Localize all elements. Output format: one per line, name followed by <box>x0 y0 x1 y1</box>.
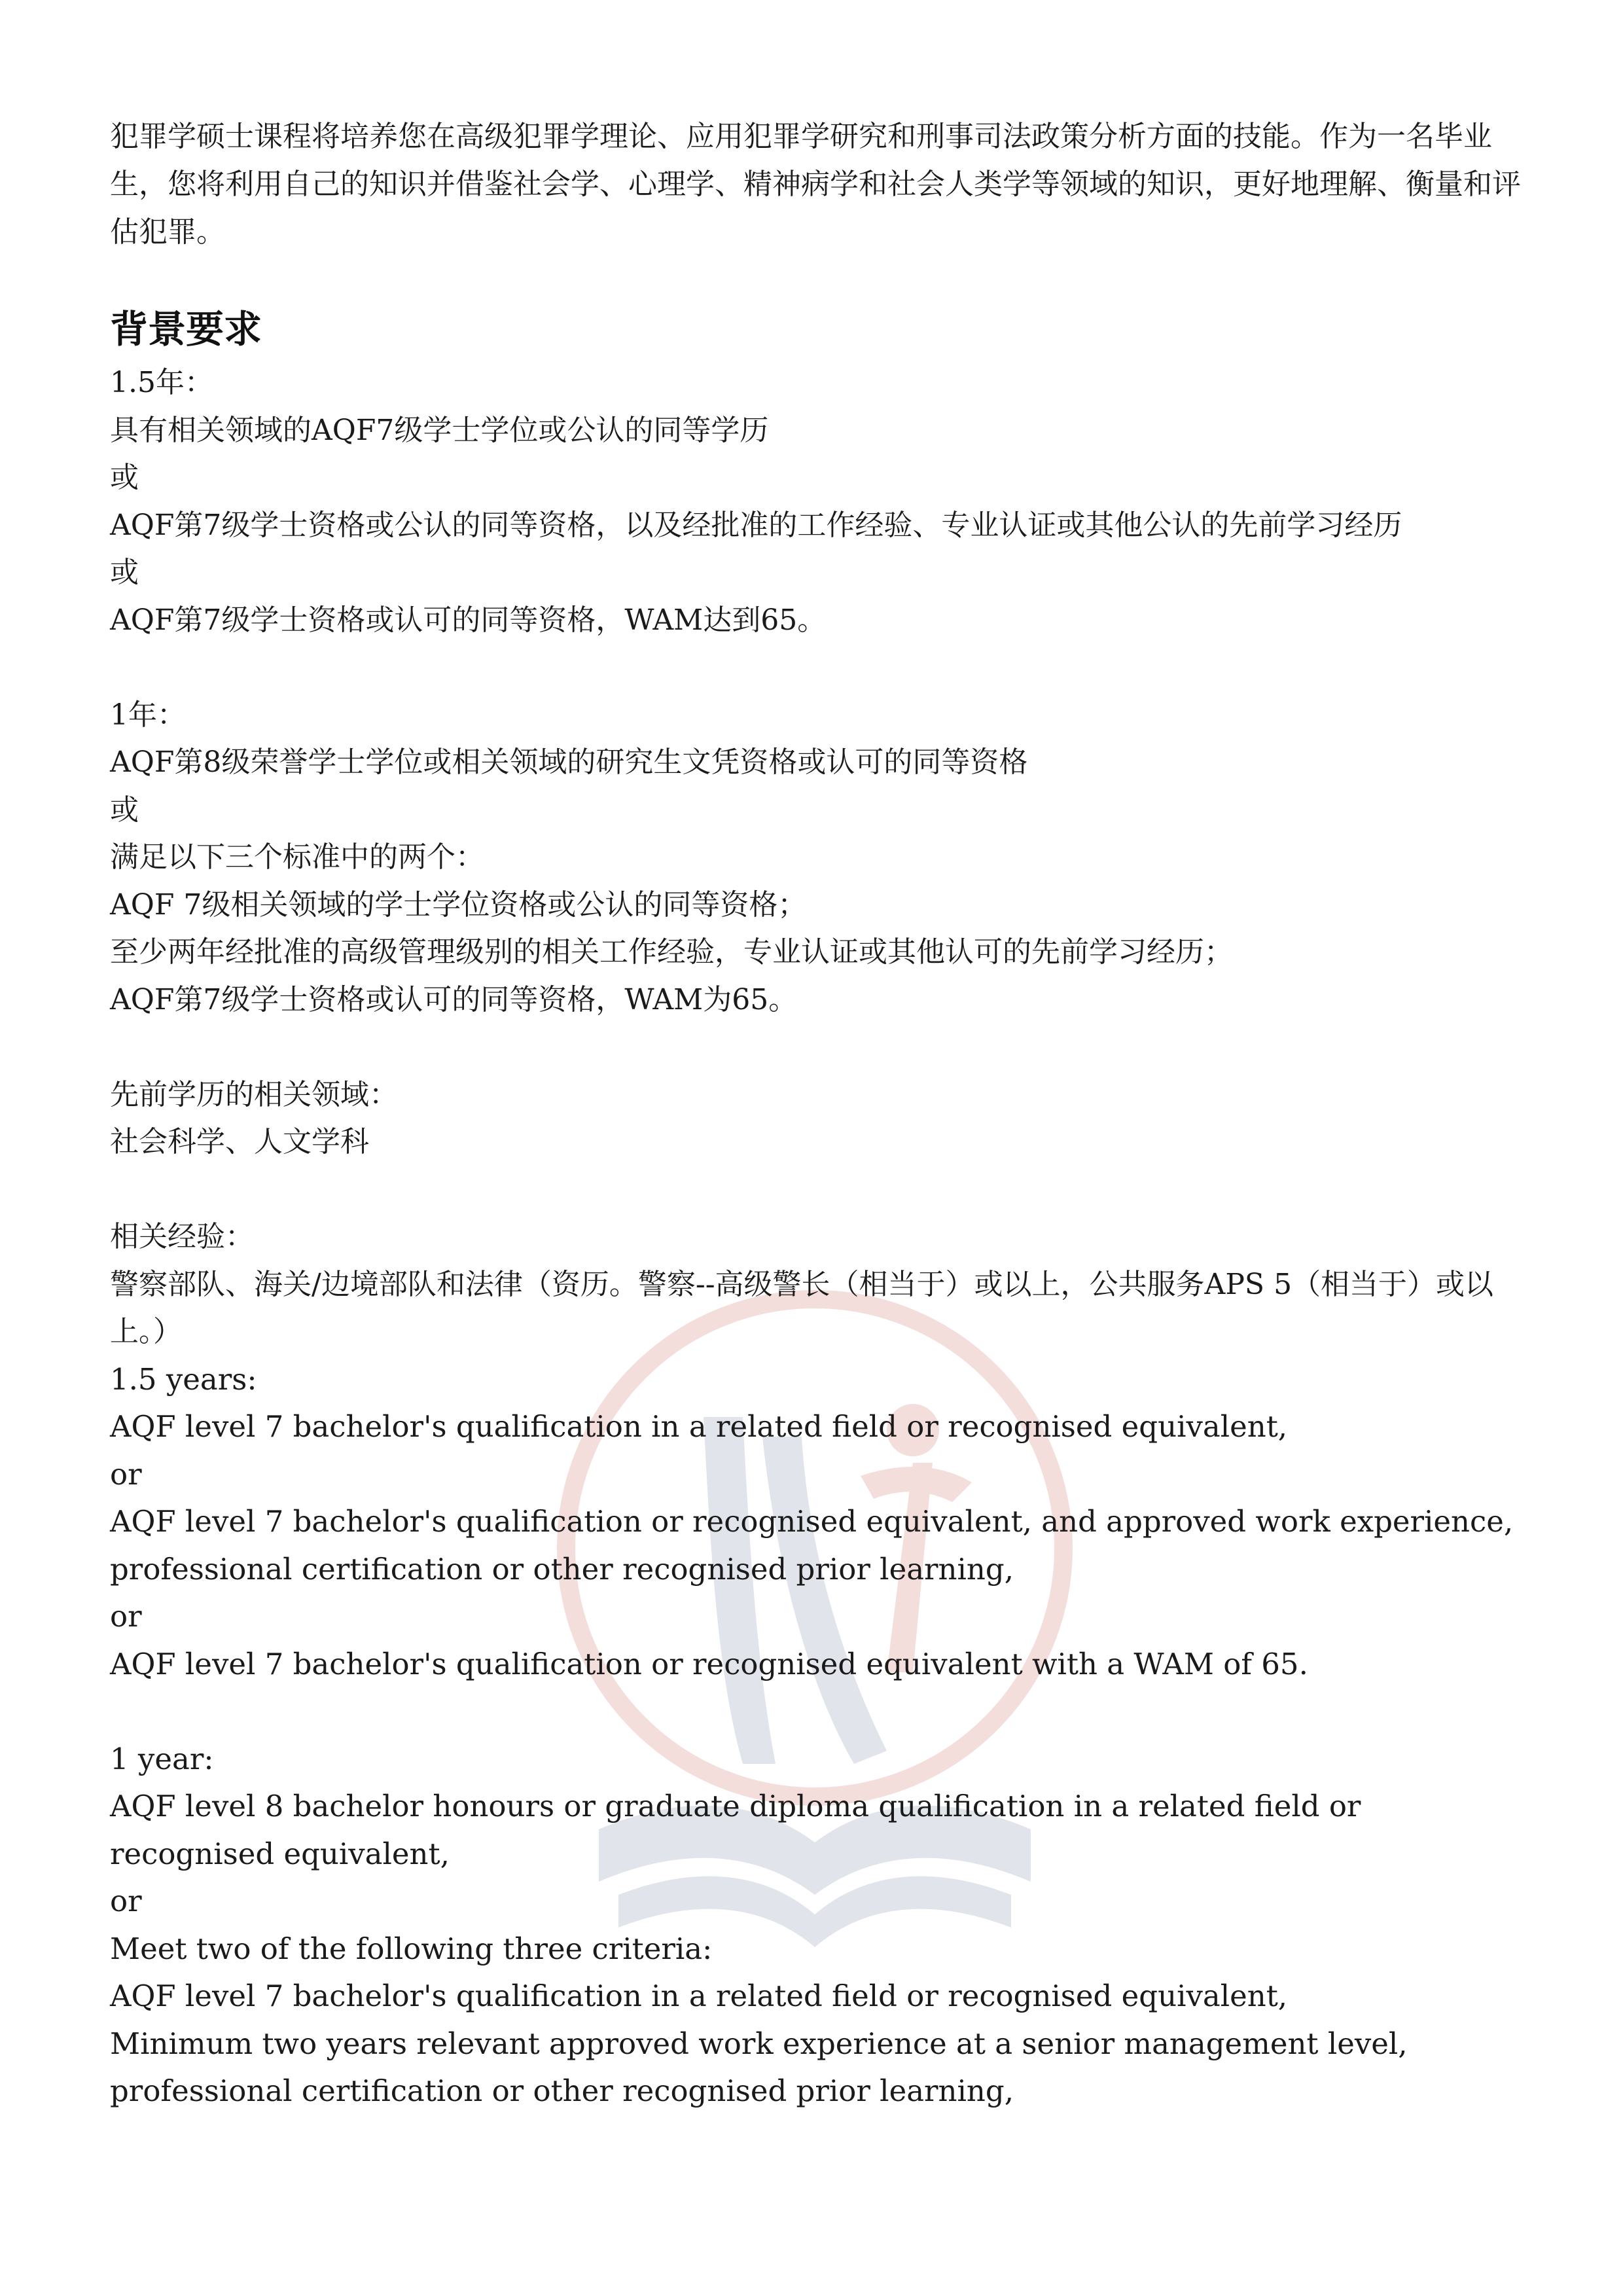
en-1-year-criterion-1: AQF level 7 bachelor's qualification in a related field or recognised equivalent, <box>110 1979 1288 2013</box>
en-1-5-year-option-1: AQF level 7 bachelor's qualification in a related field or recognised equivalent, <box>110 1409 1288 1444</box>
en-1-year-option-1: AQF level 8 bachelor honours or graduate diploma qualification in a related field or recognised equivalent, <box>110 1789 1361 1871</box>
zh-1-5-year-option-2: AQF第7级学士资格或公认的同等资格，以及经批准的工作经验、专业认证或其他公认的先前学习经历 <box>110 508 1402 542</box>
en-or-separator: or <box>110 1456 142 1492</box>
section-heading: 背景要求 <box>110 307 262 351</box>
requirements-english <box>110 1356 1524 2115</box>
requirements-chinese <box>110 359 1524 1356</box>
zh-or-separator: 或 <box>110 461 139 494</box>
intro-paragraph: 犯罪学硕士课程将培养您在高级犯罪学理论、应用犯罪学研究和刑事司法政策分析方面的技能。作为一名毕业生，您将利用自己的知识并借鉴社会学、心理学、精神病学和社会人类学等领域的知识，更好地理解、衡量和评估犯罪。 <box>110 120 1521 249</box>
spacer <box>110 1166 1524 1214</box>
en-1-year-criteria-intro: Meet two of the following three criteria: <box>110 1931 713 1966</box>
en-1-5-year-label: 1.5 years: <box>110 1361 257 1397</box>
zh-1-year-criterion-2: 至少两年经批准的高级管理级别的相关工作经验，专业认证或其他认可的先前学习经历； <box>110 935 1233 969</box>
zh-fields-label: 先前学历的相关领域： <box>110 1077 398 1111</box>
zh-1-5-year-option-1: 具有相关领域的AQF7级学士学位或公认的同等学历 <box>110 413 769 447</box>
zh-1-year-criterion-1: AQF 7级相关领域的学士学位资格或公认的同等资格； <box>110 888 807 922</box>
spacer <box>110 1688 1524 1736</box>
zh-experience-value: 警察部队、海关/边境部队和法律（资历。警察--高级警长（相当于）或以上，公共服务APS 5（相当于）或以上。） <box>110 1267 1494 1348</box>
spacer <box>110 644 1524 692</box>
en-1-year-label: 1 year: <box>110 1741 214 1776</box>
en-1-5-year-option-3: AQF level 7 bachelor's qualification or recognised equivalent with a WAM of 65. <box>110 1646 1308 1681</box>
en-or-separator: or <box>110 1599 142 1634</box>
zh-1-5-year-option-3: AQF第7级学士资格或认可的同等资格，WAM达到65。 <box>110 603 827 637</box>
zh-or-separator: 或 <box>110 556 139 589</box>
zh-1-year-criteria-intro: 满足以下三个标准中的两个： <box>110 840 484 874</box>
spacer <box>110 1024 1524 1071</box>
zh-1-year-label: 1年： <box>110 698 186 732</box>
en-1-year-criterion-2: Minimum two years relevant approved work experience at a senior management level, professional certification or other recognised prior learning, <box>110 2026 1408 2108</box>
zh-1-year-criterion-3: AQF第7级学士资格或认可的同等资格，WAM为65。 <box>110 982 798 1016</box>
zh-experience-label: 相关经验： <box>110 1220 254 1253</box>
en-or-separator: or <box>110 1884 142 1918</box>
zh-or-separator: 或 <box>110 793 139 827</box>
zh-1-5-year-label: 1.5年： <box>110 366 213 399</box>
zh-fields-value: 社会科学、人文学科 <box>110 1125 369 1158</box>
en-1-5-year-option-2: AQF level 7 bachelor's qualification or recognised equivalent, and approved work experience, professional certification or other recognised prior learning, <box>110 1504 1514 1587</box>
zh-1-year-option-1: AQF第8级荣誉学士学位或相关领域的研究生文凭资格或认可的同等资格 <box>110 745 1028 779</box>
document-page <box>110 113 1524 2115</box>
